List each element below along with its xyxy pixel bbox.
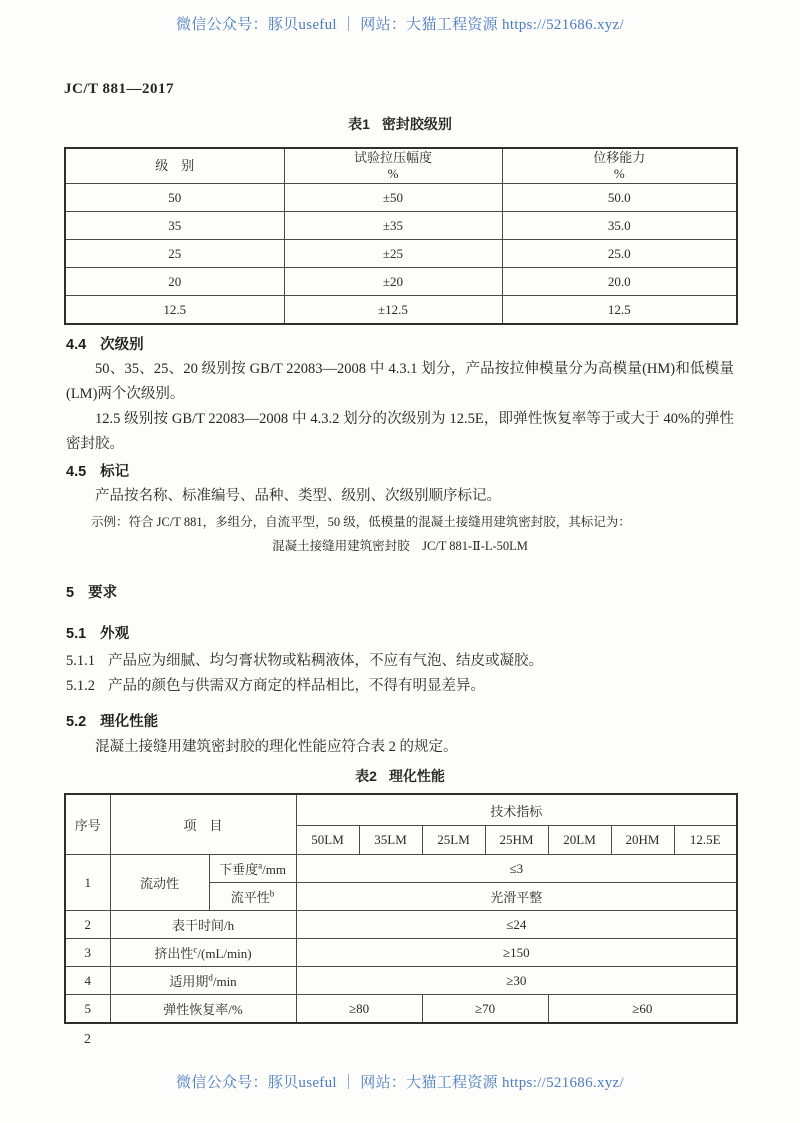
header-tech-index: 技术指标 [296, 794, 737, 826]
cell-value-sag: ≤3 [296, 855, 737, 883]
table-row [65, 268, 737, 296]
table-row [65, 995, 737, 1024]
cell-value-leveling: 光滑平整 [296, 883, 737, 911]
item-unit: /% [228, 1002, 243, 1017]
section-4-5-paragraph-1: 产品按名称、标准编号、品种、类型、级别、次级别顺序标记。 [95, 488, 501, 504]
cell-item-extrudability [110, 939, 296, 967]
table-header-row [65, 794, 737, 826]
header-grade-25hm: 25HM [485, 826, 548, 855]
item-text: 挤出性 [154, 946, 194, 961]
section-title: 标记 [100, 464, 130, 480]
section-title: 理化性能 [100, 714, 159, 730]
section-number: 4.4 [66, 337, 87, 353]
cell-amplitude: ±35 [284, 212, 502, 240]
header-grade: 级 别 [65, 148, 284, 184]
cell-value-elastic-recovery-20: ≥60 [548, 995, 737, 1024]
section-4-4-paragraph-2: 12.5 级别按 GB/T 22083—2008 中 4.3.2 划分的次级别为 12.5E，即弹性恢复率等于或大于 40%的弹性密封胶。 [66, 411, 734, 452]
section-title: 要求 [88, 585, 118, 601]
table-row [65, 967, 737, 995]
item-text: 弹性恢复率 [163, 1002, 229, 1017]
section-5-heading [66, 581, 117, 602]
table1-title-text: 密封胶级别 [381, 116, 452, 132]
clause-text: 产品应为细腻、均匀膏状物或粘稠液体，不应有气泡、结皮或凝胶。 [108, 653, 543, 669]
section-number: 4.5 [66, 464, 87, 480]
cell-seq-no: 5 [65, 995, 110, 1024]
cell-amplitude: ±20 [284, 268, 502, 296]
cell-seq-no: 1 [65, 855, 110, 911]
marking-example-designation: 混凝土接缝用建筑密封胶 JC/T 881-Ⅱ-L-50LM [272, 539, 528, 553]
table-row [65, 240, 737, 268]
cell-grade: 50 [65, 184, 284, 212]
cell-grade: 35 [65, 212, 284, 240]
header-grade-125e: 12.5E [674, 826, 737, 855]
table2-title-text: 理化性能 [388, 768, 445, 784]
subitem-text: 流平性 [230, 890, 270, 905]
header-movement-line1: 位移能力 [593, 150, 646, 165]
item-unit: /(mL/min) [197, 946, 252, 961]
item-text: 表干时间 [171, 918, 224, 933]
page-number: 2 [84, 1032, 91, 1047]
table-row [65, 855, 737, 883]
section-5-2-heading [66, 710, 158, 731]
footer-banner: 微信公众号：豚贝useful ｜ 网站：大猫工程资源 https://521686.xyz/ [176, 1075, 624, 1091]
header-seq-no: 序号 [65, 794, 110, 855]
section-title: 外观 [100, 626, 130, 642]
cell-subitem-leveling [209, 883, 296, 911]
cell-subitem-sag [209, 855, 296, 883]
cell-grade: 25 [65, 240, 284, 268]
section-5-1-heading [66, 622, 129, 643]
header-test-amplitude-line1: 试验拉压幅度 [353, 150, 432, 165]
section-4-4-paragraph-1: 50、35、25、20 级别按 GB/T 22083—2008 中 4.3.1 划分，产品按拉伸模量分为高模量(HM)和低模量(LM)两个次级别。 [66, 361, 734, 402]
physical-properties-table [64, 793, 738, 1024]
table2-title-label: 表2 [355, 768, 377, 784]
table-row [65, 296, 737, 325]
header-grade-50lm: 50LM [296, 826, 359, 855]
cell-value-elastic-recovery-25: ≥70 [422, 995, 548, 1024]
section-number: 5.2 [66, 714, 87, 730]
header-movement-unit: % [613, 166, 625, 181]
clause-5-1-1 [66, 649, 734, 674]
cell-value-extrudability: ≥150 [296, 939, 737, 967]
subitem-unit: /mm [262, 862, 286, 877]
header-test-amplitude [284, 148, 502, 184]
table1-title [0, 114, 800, 134]
table-row [65, 939, 737, 967]
cell-movement: 12.5 [502, 296, 737, 325]
cell-seq-no: 2 [65, 911, 110, 939]
cell-amplitude: ±12.5 [284, 296, 502, 325]
clause-number: 5.1.1 [66, 653, 95, 669]
table-row [65, 184, 737, 212]
footnote-superscript: d [208, 972, 213, 983]
item-unit: /min [212, 974, 237, 989]
standard-number: JC/T 881—2017 [64, 81, 174, 97]
section-number: 5.1 [66, 626, 87, 642]
item-unit: /h [223, 918, 235, 933]
cell-seq-no: 3 [65, 939, 110, 967]
section-5-2-paragraph-1: 混凝土接缝用建筑密封胶的理化性能应符合表 2 的规定。 [95, 739, 458, 755]
header-grade-20hm: 20HM [611, 826, 674, 855]
sealant-grade-table [64, 147, 738, 325]
cell-amplitude: ±50 [284, 184, 502, 212]
cell-item-tack-free-time [110, 911, 296, 939]
marking-example-intro: 示例：符合 JC/T 881，多组分，自流平型，50 级，低模量的混凝土接缝用建筑密封胶，其标记为： [91, 515, 631, 529]
header-item: 项 目 [110, 794, 296, 855]
cell-item-elastic-recovery [110, 995, 296, 1024]
header-test-amplitude-unit: % [387, 166, 399, 181]
cell-movement: 50.0 [502, 184, 737, 212]
section-title: 次级别 [100, 337, 144, 353]
subitem-text: 下垂度 [219, 862, 259, 877]
cell-item-pot-life [110, 967, 296, 995]
cell-value-tack-free-time: ≤24 [296, 911, 737, 939]
table-row [65, 212, 737, 240]
footnote-superscript: c [193, 944, 198, 955]
header-grade-35lm: 35LM [359, 826, 422, 855]
cell-grade: 12.5 [65, 296, 284, 325]
cell-value-elastic-recovery-lm: ≥80 [296, 995, 422, 1024]
footnote-superscript: b [269, 888, 275, 899]
table-row [65, 911, 737, 939]
item-text: 适用期 [169, 974, 209, 989]
clause-5-1-2 [66, 674, 734, 699]
section-number: 5 [66, 585, 75, 601]
footnote-superscript: a [258, 860, 263, 871]
section-4-5-heading [66, 460, 129, 481]
header-banner: 微信公众号：豚贝useful ｜ 网站：大猫工程资源 https://521686.xyz/ [176, 17, 624, 33]
cell-item-fluidity: 流动性 [110, 855, 209, 911]
table-header-row [65, 148, 737, 184]
cell-seq-no: 4 [65, 967, 110, 995]
header-movement-capability [502, 148, 737, 184]
clause-text: 产品的颜色与供需双方商定的样品相比，不得有明显差异。 [108, 678, 485, 694]
header-grade-25lm: 25LM [422, 826, 485, 855]
cell-movement: 25.0 [502, 240, 737, 268]
header-grade-20lm: 20LM [548, 826, 611, 855]
section-4-4-heading [66, 333, 144, 354]
cell-value-pot-life: ≥30 [296, 967, 737, 995]
cell-movement: 20.0 [502, 268, 737, 296]
clause-number: 5.1.2 [66, 678, 95, 694]
table2-title [0, 766, 800, 786]
cell-movement: 35.0 [502, 212, 737, 240]
table1-title-label: 表1 [348, 116, 370, 132]
cell-amplitude: ±25 [284, 240, 502, 268]
cell-grade: 20 [65, 268, 284, 296]
